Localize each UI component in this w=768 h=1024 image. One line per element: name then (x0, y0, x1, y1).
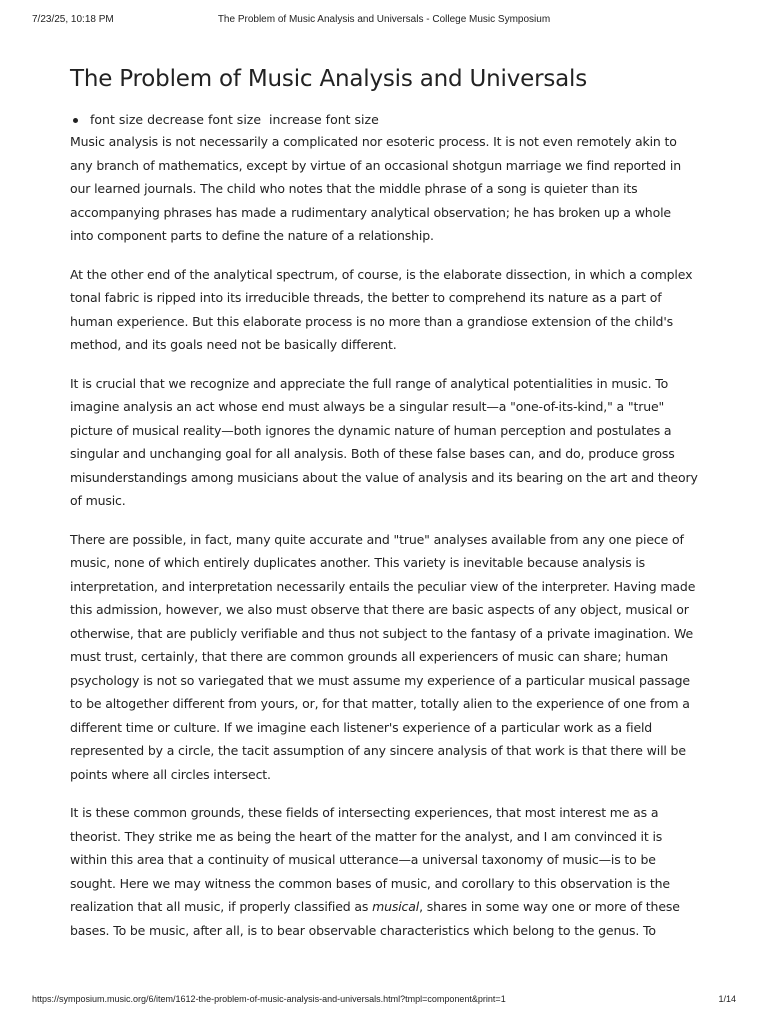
font-size-label: font size (90, 112, 144, 127)
emphasis-musical: musical (372, 899, 420, 914)
print-datetime: 7/23/25, 10:18 PM (32, 14, 114, 25)
article-paragraph-4: There are possible, in fact, many quite accurate and "true" analyses available from any one piece of music, none of which entirely duplicates another. This variety is inevitable because analysis is interpretation, and interpretation necessarily entails the peculiar view of the interpreter. Having made this admission, however, we also must observe that there are basic aspects of any object, musical or otherwise, that are publicly verifiable and thus not subject to the fantasy of a private imagination. We must trust, certainly, that there are common grounds all experiencers of music can share; human psychology is not so variegated that we must assume my experience of a particular musical passage to be altogether different from yours, or, for that matter, totally alien to the experience of one from a different time or culture. If we imagine each listener's experience of a particular work as a field represented by a circle, the tacit assumption of any sincere analysis of that work is that there will be points where all circles intersect. (70, 531, 696, 782)
print-page-title: The Problem of Music Analysis and Universals - College Music Symposium (217, 14, 551, 25)
article-title: The Problem of Music Analysis and Universals (70, 66, 587, 92)
paragraph-text: , shares in some way one or more of these bases. To be music, after all, is to bear observable characteristics which belong to the genus. To (70, 899, 680, 938)
decrease-font-size-button[interactable]: decrease font size (147, 112, 262, 127)
article-paragraph-3: It is crucial that we recognize and appreciate the full range of analytical potentialities in music. To imagine analysis an act whose end must always be a singular result—a "one-of-its-kind," a "true" picture of musical reality—both ignores the dynamic nature of human perception and postulates a singular and unchanging goal for all analysis. Both of these false bases can, and do, produce gross misunderstandings among musicians about the value of analysis and its bearing on the art and theory of music. (70, 375, 698, 508)
print-footer (32, 994, 736, 1010)
font-size-tools (70, 112, 698, 128)
article-paragraph-5 (70, 801, 698, 942)
print-header (32, 14, 736, 30)
page-indicator: 1/14 (718, 994, 736, 1004)
article-content (70, 62, 698, 957)
article-body (70, 130, 698, 942)
article-paragraph-1: Music analysis is not necessarily a complicated nor esoteric process. It is not even remotely akin to any branch of mathematics, except by virtue of an occasional shotgun marriage we find reported in our learned journals. The child who notes that the middle phrase of a song is quieter than its accompanying phrases has made a rudimentary analytical observation; he has broken up a whole into component parts to define the nature of a relationship. (70, 134, 681, 243)
increase-font-size-button[interactable]: increase font size (269, 112, 379, 127)
print-url: https://symposium.music.org/6/item/1612-the-problem-of-music-analysis-and-universals.html?tmpl=component&print=1 (32, 994, 506, 1004)
article-paragraph-2: At the other end of the analytical spectrum, of course, is the elaborate dissection, in which a complex tonal fabric is ripped into its irreducible threads, the better to comprehend its nature as a part of human experience. But this elaborate process is no more than a grandiose extension of the child's method, and its goals need not be basically different. (70, 266, 693, 352)
font-size-tools-item (70, 112, 698, 128)
paragraph-text: It is these common grounds, these fields of intersecting experiences, that most interest me as a theorist. They strike me as being the heart of the matter for the analyst, and I am convinced it is within this area that a continuity of musical utterance—a universal taxonomy of music—is to be sought. Here we may witness the common bases of music, and corollary to this observation is the realization that all music, if properly classified as (70, 805, 670, 914)
